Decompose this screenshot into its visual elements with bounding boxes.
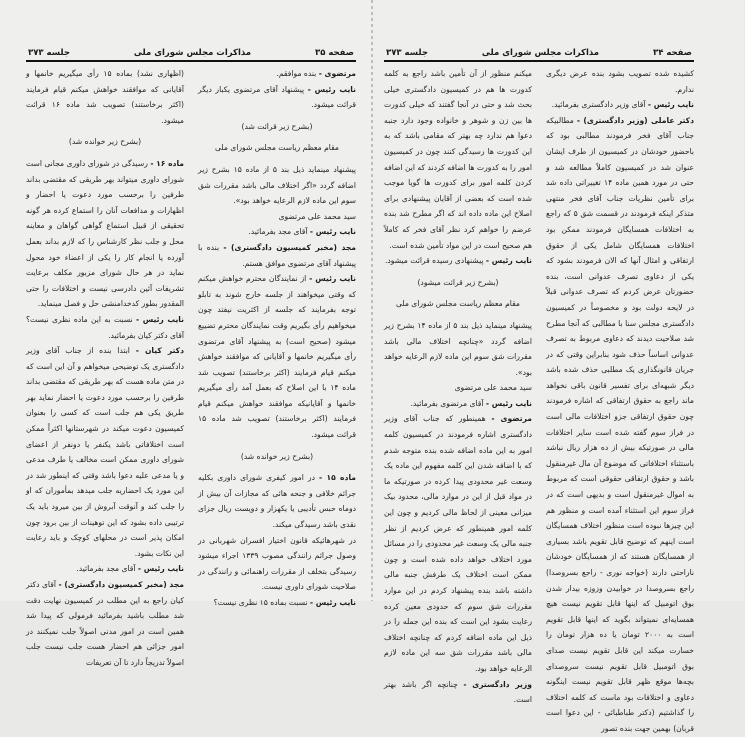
speech-text: همینطور که جناب آقای وزیر دادگستری اشاره فرمودند در کمیسیون کلمه امور به این ماده اضافه شده بنده متوجه شدم که با اضافه شدن این کلمه مفهوم این ماده یک وسعت غیر محدودی پیدا کرده در صورتیکه ما در مواد قبل از این در موارد مالی، محدود بیک میزانی معینی از لحاظ مالی کردیم و چون این کلمه امور همینطور که عرض کردیم از نظر جنبه مالی یک وسعت غیر محدودی را در مسائل مورد اختلاف خواهد داده شده است و چون ممکن است اختلاف یک طرفش جنبه مالی داشته باشد بنده پیشنهاد کردم در این موارد مقررات شق سوم که حدودی معین کرده رعایت بشود این است که بنده این جمله را در ذیل این ماده اضافه کردم که چنانچه اختلاف مالی باشد مقررات شق سه این ماده لازم الرعایه خواهد بود. (384, 414, 532, 673)
speech-paragraph (384, 396, 532, 412)
speaker-name: نایب رئیس - (485, 398, 532, 408)
speaker-name: نایب رئیس - (137, 564, 184, 574)
page-header (28, 44, 354, 58)
speaker-name: دکتر کیان - (135, 346, 184, 356)
page-number: صفحه ۳۴ (653, 48, 692, 58)
body-paragraph: پیشنهاد مینماید ذیل بند ۵ از ماده ۱۵ بشرح زیر اضافه گردد «اگر اختلاف مالی باشد مقررات شق سوم این ماده لازم الرعایه خواهد بود». (198, 164, 356, 206)
page-35 (0, 0, 372, 667)
body-paragraph: پیشنهاد مینماید ذیل بند ۵ از ماده ۱۴ بشرح زیر اضافه گردد «چنانچه اختلاف مالی باشد مقررات شق سوم این ماده لازم الرعایه خواهد بود». (384, 320, 533, 377)
speech-paragraph (384, 677, 532, 708)
speech-text: پیشنهاد آقای مرتضوی یکبار دیگر قرائت میشود. (198, 84, 356, 110)
body-paragraph: سید محمد علی مرتضوی (454, 383, 532, 393)
speaker-name: دکتر عاملی (وزیر دادگستری) - (576, 115, 694, 125)
page-34 (372, 0, 744, 733)
speech-text: بنده با پیشنهاد آقای مرتضوی موافق هستم. (198, 242, 356, 268)
speech-text: در امور کیفری شورای داوری بکلیه جرائم خلافی و جنحه هائی که مجازات آن بیش از دوماه حبس تأدیبی یا یکهزار و دویست ریال جزای نقدی باشد رسیدگی میکند. (198, 473, 356, 530)
centered-heading: مقام معظم ریاست مجلس شورای ملی (395, 299, 520, 309)
text-columns (384, 66, 694, 737)
speech-paragraph (198, 271, 356, 443)
column-left (384, 66, 532, 737)
page-header (386, 44, 692, 58)
speaker-name: نایب رئیس - (309, 274, 357, 284)
speaker-name: ماده ۱۵ - (319, 473, 356, 483)
speech-text: نسبت به این ماده نظری نیست؟ آقای دکتر کیان بفرمائید. (26, 314, 184, 340)
running-title: مذاکرات مجلس شورای ملی (133, 48, 252, 58)
speech-paragraph (198, 224, 356, 240)
speech-paragraph (198, 595, 356, 611)
speech-text: ابتدا بنده از جناب آقای وزیر دادگستری یک توضیحی میخواهم و آن این است که در متن ماده هست که بهر طریقی که مقتضی بداند طرفین را برحسب مورد دعوت یا احضار نماید بهر طریق یکی هم جلب است که کسی را بعنوان کمیسیون دعوت میکند در شهرستانها اکثراً ممکن است اختلافاتی باشد یکنفر یا دونفر از اعضای شورای داوری ممکن است مخالف یا طرف مدعی و یا مدعی علیه دعوا باشد وقتی که اینطور شد در این مورد یک احضاریه جلب میدهد بمأموران که او را جلب کند و آنوقت آبروش از بین میرود باید یک ترتیبی داده بشود که این توهینات از بین برود چون امکان پذیر است در محلهای کوچک و باید رعایت این نکات بشود. (25, 346, 184, 558)
speech-paragraph (198, 470, 356, 532)
speech-paragraph (198, 66, 356, 82)
text-columns (26, 66, 356, 671)
centered-heading: (بشرح زیر قرائت شد) (241, 121, 313, 131)
page-gutter (371, 0, 373, 601)
speech-text: چنانچه اگر باشد بهتر است. (384, 679, 532, 705)
speech-text: پیشنهادی رسیده قرائت میشود. (384, 256, 484, 266)
speech-paragraph (384, 253, 532, 269)
speaker-name: نایب رئیس - (309, 227, 356, 237)
body-paragraph: کشیده شده تصویب بشود بنده عرض دیگری ندارم. (546, 69, 694, 94)
speech-text: آقای مرتضوی بفرمائید. (410, 398, 484, 408)
speech-paragraph (384, 411, 532, 676)
speech-paragraph (546, 97, 694, 113)
speech-paragraph (26, 312, 184, 343)
page-number: صفحه ۳۵ (315, 48, 354, 58)
speaker-name: نایب رئیس - (307, 84, 356, 94)
column-right (198, 66, 356, 671)
speech-text: آقای مجد بفرمائید. (76, 564, 136, 574)
speaker-name: ماده ۱۶ - (150, 158, 184, 168)
speech-paragraph (26, 156, 184, 312)
speaker-name: مجد (مخبر کمیسیون دادگستری) - (223, 242, 357, 252)
speech-paragraph (546, 113, 694, 737)
speech-paragraph (26, 343, 184, 561)
body-paragraph: سید محمد علی مرتضوی (278, 211, 356, 221)
speech-paragraph (198, 240, 356, 271)
speaker-name: نایب رئیس - (647, 100, 694, 110)
speech-text: بنده موافقم. (276, 69, 317, 78)
body-paragraph: (اظهاری نشد) بماده ۱۵ رأی میگیریم خانمها و آقایانی که موافقند خواهش میکنم قیام فرمایند (اکثر برخاستند) تصویب شد ماده ۱۶ قرائت میشود. (26, 69, 184, 125)
running-title: مذاکرات مجلس شورای ملی (481, 48, 600, 58)
centered-heading: (بشرح زیر قرائت میشود) (417, 277, 499, 287)
speech-text: از نمایندگان محترم خواهش میکنم که وقتی میخواهند از جلسه خارج شوند به تابلو توجه بفرمایند که جلسه از اکثریت نیفتد چون میخواهیم رأی بگیریم وقت نمایندگان محترم تضییع میشود (صحیح است) به پیشنهاد آقای مرتضوی رأی میگیریم خانمها و آقایانی که موافقند خواهش میکنم قیام فرمایند (اکثر برخاستند) تصویب شد ماده ۱۴ با این اصلاح که بعمل آمد رأی میگیریم خانمها و آقایانیکه موافقند خواهش میکنم قیام فرمایند (اکثر برخاستند) تصویب شد ماده ۱۵ قرائت میشود. (198, 274, 356, 440)
speaker-name: مجد (مخبر کمیسیون دادگستری) - (58, 580, 184, 589)
header-rule (384, 60, 694, 62)
column-left (26, 66, 184, 671)
centered-heading: مقام معظم ریاست مجلس شورای ملی (214, 143, 339, 153)
speech-text: نسبت بماده ۱۵ نظری نیست؟ (213, 598, 308, 607)
column-right (546, 66, 694, 737)
speech-paragraph (198, 82, 356, 113)
speaker-name: نایب رئیس - (485, 256, 532, 266)
centered-heading: (بشرح زیر خوانده شد) (68, 137, 142, 147)
header-rule (26, 60, 356, 62)
speaker-name: مرتضوی - (491, 414, 532, 424)
speech-text: رسیدگی در شورای داوری مجانی است شورای داوری میتواند بهر طریقی که مقتضی بداند طرفین را برحسب مورد دعوت یا احضار و اظهارات و مدافعات آنان را استماع کرده هر گونه تحقیقی از قبیل استماع گواهی گواهان و معاینه محل و جلب نظر کارشناس را که لازم بداند بعمل آورده یا انجام کار را یکی از اعضاء خود محول نماید در هر حال شورای مزبور مکلف برعایت تشریفات آئین دادرسی نیست و اختلافات را حتی المقدور بطور کدخدامنشی حل و فصل مینماید. (26, 158, 184, 309)
speaker-name: مرتضوی - (318, 69, 356, 78)
session-number: جلسه ۳۷۳ (28, 48, 70, 58)
body-paragraph: میکنم منظور از آن تأمین باشد راجع به کلمه کدورت ها هم در کمیسیون دادگستری خیلی بحث شد و حتی در آنجا گفتند که خیلی کدورت ها بین زن و شوهر و خانواده وجود دارد جنبه دعوا هم ندارد چه بهتر که مقامی باشد که به این کدورت ها رسیدگی کنند چون در کمیسیون امور را به کدورت ها اضافه کردند که این اضافه کردن کلمه امور برای کدورت ها گویا موجب شده است که بعضی از آقایان پیشنهادی برای اصلاح این ماده داده اند که اگر مطرح شد بنده عرضم را خواهم کرد نظر آقای فخر که کاملاً هم صحیح است در این مواد تأمین شده است. (384, 69, 532, 250)
body-paragraph: در شهرهائیکه قانون اختیار افسران شهربانی در وصول جرائم رانندگی مصوب ۱۳۳۹ اجراء میشود رسیدگی بتخلف از مقررات راهنمائی و رانندگی در صلاحیت شورای داوری نیست. (198, 535, 356, 592)
speech-paragraph (26, 577, 184, 671)
speech-text: آقای مجد بفرمائید. (248, 227, 308, 237)
speech-text: مطالبیکه جناب آقای فخر فرمودند مطالبی بود که باحضور خودشان در کمیسیون از طرف ایشان عنوان شد در کمیسیون کاملاً مطالعه شد و حتی در مورد همین ماده ۱۴ تغییراتی داده شد برای تأمین نظریات جناب آقای فخر منتهی متذکر اینکه فرمودند در قسمت شق ۵ که راجع به اختلافات همسایگان فرمودند ممکن بود اختلافات همسایگان شامل یکی از حقوق ارتفاقی و امثال آنها که الان فرمودند بشود که یکی از دعاوی تصرف عدوانی است، بنده حضورتان عرض کردم که تصرف عدوانی قبلاً در لایحه دولت بود و مخصوصاً در کمیسیون دادگستری مجلس سنا با مطالبی که آنجا مطرح شد صلاحیت دیدند که دعاوی مربوط به تصرف عدوانی اساساً حذف شود بنابراین وقتی که در جریان قانونگذاری یک مطلبی حذف شده باشد دیگر شبهه‌ای برای تفسیر قانون باقی نخواهد ماند راجع به حقوق ارتفاقی که اشاره فرمودند چون حقوق ارتفاقی جزو اختلافات مالی است در فراز سوم گفته شده است سایر اختلافات مالی در صورتیکه بیش از ده هزار ریال نباشد باستثناء اختلافاتی که موضوع آن مال غیرمنقول باشد و حقوق ارتفاقی حقوقی است که مربوط به اموال غیرمنقول است و بدیهی است که در فراز سوم این استثناء آمده است و منظور هم این چیزها نبوده است منظور اختلاف همسایگان است اینهم که توضیح قابل تقویم باشد بسیاری از همسایگان هستند که از همسایگان خودشان ناراحتی دارند (خواجه نوری - راجع بسروصدا) راجع بسروصدا در خوابیدن وزوزه بیدار شدن بوق اتومبیل که اینها قابل تقویم نیست هیچ همسایه‌ای نمیتواند بگوید که اینها قابل تقویم است به ۲۰۰۰ تومان یا ده هزار تومان را خسارت میکند این قابل تقویم نیست صدای بوق اتومبیل قابل تقویم نیست سروصدای بچه‌ها موقع ظهر قابل تقویم نیست اینگونه دعاوی و اختلافات بود ماست که کلمه اختلاف را گذاشتیم (دکتر طباطبائی - این دعوا است قربان) بهمین جهت بنده تصور (546, 115, 695, 733)
centered-heading: (بشرح زیر خوانده شد) (240, 451, 314, 461)
speech-text: آقای دکتر کیان راجع به این مطلب در کمیسیون نهایت دقت شد مطلب باشید بفرمائید فرمولی که پیدا شد همین است در امور مدنی اصولاً جلب نمیکنند در امور جزائی هم احضار هست جلب نیست جلب اصولاً تدریجاً دارد تا آن تعریفات (26, 580, 184, 667)
speech-text: آقای وزیر دادگستری بفرمائید. (551, 100, 646, 110)
speaker-name: وزیر دادگستری - (463, 679, 532, 689)
speaker-name: نایب رئیس - (135, 314, 184, 324)
speaker-name: نایب رئیس - (309, 598, 356, 607)
speech-paragraph (26, 561, 184, 577)
session-number: جلسه ۳۷۳ (386, 48, 428, 58)
